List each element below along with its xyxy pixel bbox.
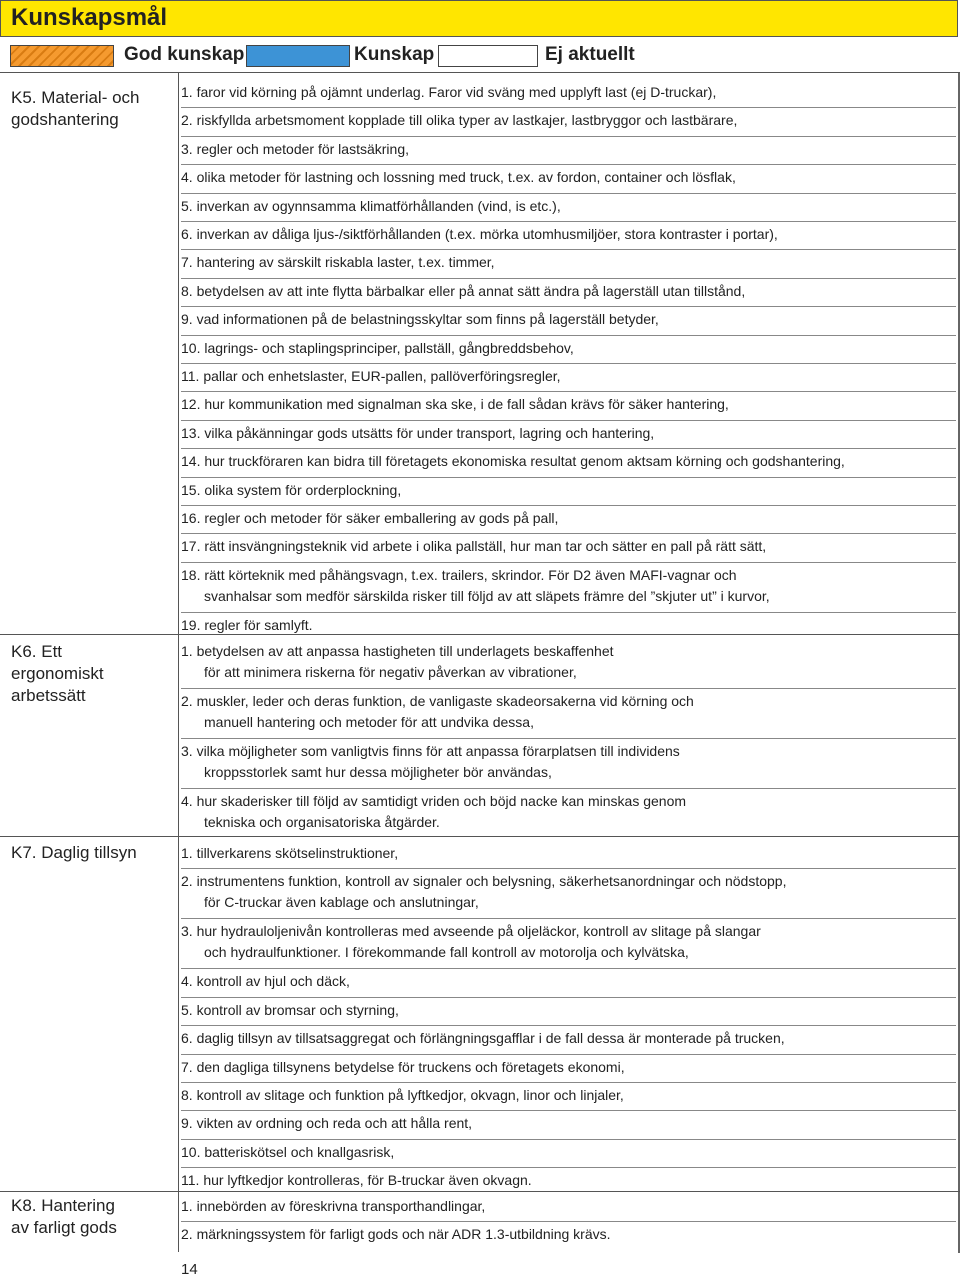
list-item-text: 18. rätt körteknik med påhängsvagn, t.ex. trailers, skrindor. För D2 även MAFI-vagnar och (181, 566, 737, 583)
list-item (181, 1224, 956, 1245)
list-item (181, 1196, 956, 1217)
item-separator (181, 918, 956, 919)
category-k7: K7. Daglig tillsyn (11, 843, 137, 862)
list-item-text: 8. kontroll av slitage och funktion på lyftkedjor, okvagn, linor och linjaler, (181, 1087, 624, 1103)
list-item (181, 1113, 956, 1134)
list-item (181, 1057, 956, 1078)
item-separator (181, 968, 956, 969)
list-item-text: 2. muskler, leder och deras funktion, de vanligaste skadeorsakerna vid körning och (181, 693, 694, 709)
list-item (181, 366, 956, 387)
legend (0, 37, 960, 73)
list-item-text: 16. regler och metoder för säker emballering av gods på pall, (181, 510, 559, 526)
list-item (181, 615, 956, 636)
list-item-continuation: för C-truckar även kablage och anslutningar, (204, 894, 479, 911)
list-item (181, 252, 956, 273)
list-item-text: 3. vilka möjligheter som vanligtvis finns för att anpassa förarplatsen till individens (181, 743, 680, 759)
list-item (181, 224, 956, 245)
list-item (181, 196, 956, 217)
item-separator (181, 164, 956, 165)
kunskap-label: Kunskap (354, 44, 435, 65)
item-separator (181, 1167, 956, 1168)
list-item-text: 5. kontroll av bromsar och styrning, (181, 1001, 399, 1018)
list-item-text: 13. vilka påkänningar gods utsätts för under transport, lagring och hantering, (181, 424, 655, 441)
list-item (181, 741, 956, 783)
item-separator (181, 533, 956, 534)
item-separator (181, 221, 956, 222)
list-item-text: 4. olika metoder för lastning och lossning med truck, t.ex. av fordon, container och lösflak, (181, 169, 736, 186)
list-item-text: 10. batteriskötsel och knallgasrisk, (181, 1143, 395, 1160)
list-item (181, 508, 956, 529)
list-item-continuation: och hydraulfunktioner. I förekommande fall kontroll av motorolja och kylvätska, (204, 944, 689, 961)
item-separator (181, 738, 956, 739)
list-item (181, 167, 956, 188)
list-item-text: 3. regler och metoder för lastsäkring, (181, 140, 409, 157)
list-item-text: 4. hur skaderisker till följd av samtidigt vriden och böjd nacke kan minskas genom (181, 793, 687, 809)
list-item-continuation: tekniska och organisatoriska åtgärder. (204, 814, 440, 830)
item-separator (181, 306, 956, 307)
item-separator (181, 363, 956, 364)
item-separator (181, 688, 956, 689)
category-k5: K5. Material- och godshantering (11, 88, 140, 129)
list-item (181, 921, 956, 963)
list-item-text: 8. betydelsen av att inte flytta bärbalkar eller på annat sätt ändra på lagerställ utan tillstånd, (181, 282, 746, 299)
list-item-text: 17. rätt insvängningsteknik vid arbete i olika pallställ, hur man tar och sätter en pall på rätt sätt, (181, 538, 767, 555)
item-separator (181, 136, 956, 137)
list-item-continuation: manuell hantering och metoder för att undvika dessa, (204, 714, 534, 730)
list-item-text: 2. märkningssystem för farligt gods och när ADR 1.3-utbildning krävs. (181, 1226, 611, 1243)
list-item-text: 1. faror vid körning på ojämnt underlag. Faror vid sväng med upplyft last (ej D-truckar), (181, 84, 717, 100)
list-item-continuation: för att minimera riskerna för negativ påverkan av vibrationer, (204, 664, 577, 680)
list-item-text: 3. hur hydrauloljenivån kontrolleras med avseende på oljeläckor, kontroll av slitage på slangar (181, 923, 761, 940)
ej-aktuellt-label: Ej aktuellt (545, 44, 635, 65)
list-item (181, 691, 956, 733)
list-item (181, 338, 956, 359)
item-separator (181, 997, 956, 998)
list-item-text: 1. tillverkarens skötselinstruktioner, (181, 845, 399, 861)
item-separator (181, 612, 956, 613)
list-item-continuation: svanhalsar som medför särskilda risker till följd av att släpets främre del ”skjuter ut” i kurvor, (204, 587, 770, 604)
ej-aktuellt-swatch (438, 45, 538, 67)
category-k8: K8. Hantering av farligt gods (11, 1196, 117, 1237)
list-item-text: 4. kontroll av hjul och däck, (181, 973, 350, 990)
list-item-text: 6. inverkan av dåliga ljus-/siktförhållanden (t.ex. mörka utomhusmiljöer, stora kontraster i portar), (181, 226, 778, 242)
list-item-text: 11. hur lyftkedjor kontrolleras, för B-truckar även okvagn. (181, 1172, 532, 1189)
column-divider (178, 72, 179, 1252)
header-divider (0, 72, 960, 73)
list-item-text: 2. riskfyllda arbetsmoment kopplade till olika typer av lastkajer, lastbryggor och lastbärare, (181, 112, 738, 129)
list-item (181, 1000, 956, 1021)
list-item (181, 871, 956, 913)
list-item-text: 5. inverkan av ogynnsamma klimatförhållanden (vind, is etc.), (181, 197, 561, 214)
list-item-text: 7. den dagliga tillsynens betydelse för truckens och företagets ekonomi, (181, 1058, 625, 1075)
list-item-text: 2. instrumentens funktion, kontroll av signaler och belysning, säkerhetsanordningar och nödstopp, (181, 873, 787, 890)
item-separator (181, 448, 956, 449)
item-separator (181, 391, 956, 392)
list-item-text: 14. hur truckföraren kan bidra till företagets ekonomiska resultat genom aktsam körning och godshantering, (181, 453, 845, 470)
list-item (181, 565, 956, 607)
item-separator (181, 249, 956, 250)
list-item-text: 11. pallar och enhetslaster, EUR-pallen, pallöverföringsregler, (181, 368, 561, 384)
item-separator (181, 1054, 956, 1055)
kunskap-swatch (246, 45, 350, 67)
list-item-text: 12. hur kommunikation med signalman ska ske, i de fall sådan krävs för säker hantering, (181, 396, 729, 413)
item-separator (181, 1082, 956, 1083)
list-item-text: 6. daglig tillsyn av tillsatsaggregat och förlängningsgafflar i de fall dessa är monterade på trucken, (181, 1030, 785, 1047)
list-item (181, 281, 956, 302)
list-item (181, 843, 956, 864)
page-number: 14 (181, 1261, 198, 1278)
list-item (181, 394, 956, 415)
list-item (181, 1085, 956, 1106)
list-item-text: 15. olika system för orderplockning, (181, 481, 402, 498)
list-item (181, 110, 956, 131)
list-item-text: 1. betydelsen av att anpassa hastigheten till underlagets beskaffenhet (181, 643, 614, 659)
item-separator (181, 278, 956, 279)
item-separator (181, 107, 956, 108)
list-item (181, 451, 956, 472)
list-item (181, 139, 956, 160)
list-item (181, 536, 956, 557)
list-item (181, 641, 956, 683)
item-separator (181, 1221, 956, 1222)
list-item-text: 9. vikten av ordning och reda och att hålla rent, (181, 1115, 473, 1132)
item-separator (181, 420, 956, 421)
list-item-text: 10. lagrings- och staplingsprinciper, pallställ, gångbreddsbehov, (181, 339, 574, 356)
section-divider-k7 (0, 836, 960, 837)
item-separator (181, 562, 956, 563)
list-item (181, 423, 956, 444)
list-item-text: 9. vad informationen på de belastningsskyltar som finns på lagerställ betyder, (181, 311, 659, 328)
list-item (181, 309, 956, 330)
list-item (181, 971, 956, 992)
item-separator (181, 335, 956, 336)
item-separator (181, 868, 956, 869)
item-separator (181, 1025, 956, 1026)
item-separator (181, 788, 956, 789)
page-title: Kunskapsmål (11, 4, 168, 31)
item-separator (181, 477, 956, 478)
list-item (181, 82, 956, 103)
list-item (181, 1028, 956, 1049)
list-item-text: 7. hantering av särskilt riskabla laster, t.ex. timmer, (181, 254, 495, 271)
list-item (181, 1142, 956, 1163)
list-item-text: 19. regler för samlyft. (181, 616, 313, 633)
item-separator (181, 1139, 956, 1140)
item-separator (181, 193, 956, 194)
list-item (181, 480, 956, 501)
list-item (181, 1170, 956, 1191)
list-item-text: 1. innebörden av föreskrivna transporthandlingar, (181, 1198, 486, 1214)
list-item-continuation: kroppsstorlek samt hur dessa möjligheter bör användas, (204, 764, 552, 780)
god-kunskap-swatch (10, 45, 114, 67)
god-kunskap-label: God kunskap (124, 44, 245, 65)
list-item (181, 791, 956, 833)
item-separator (181, 1110, 956, 1111)
category-k6: K6. Ett ergonomiskt arbetssätt (11, 642, 104, 705)
item-separator (181, 505, 956, 506)
title-bar (0, 0, 958, 37)
